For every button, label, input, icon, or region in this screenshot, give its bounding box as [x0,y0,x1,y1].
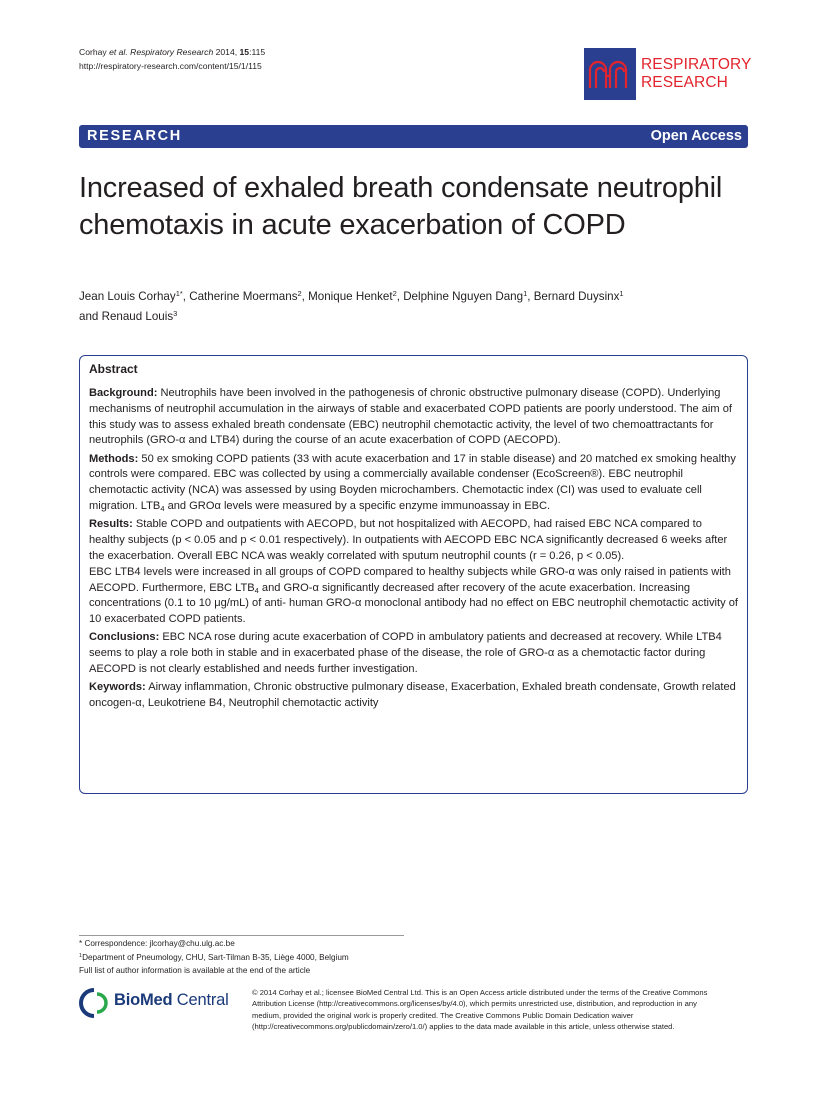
article-type-bar [79,125,748,148]
author-name: Catherine Moermans [189,290,298,303]
author-name: Jean Louis Corhay [79,290,176,303]
abstract-methods: Methods: 50 ex smoking COPD patients (33 with acute exacerbation and 17 in stable disease) and 20 matched ex smoking healthy controls were compared. EBC was collected by using a commercially available condenser (EcoScreen®). EBC neutrophil chemotactic activity (NCA) was assessed by using Boyden microchambers. Chemotactic index (CI) was used to evaluate cell migration. $LTB_4$ and GROα levels were measured by a specific enzyme immunoassay in EBC. [89,452,736,514]
abstract-body [89,386,740,714]
correspondence: * Correspondence: jlcorhay@chu.ulg.ac.be [79,939,235,948]
citation-volume: 15 [239,47,250,57]
author-list [79,287,759,326]
author-name: Monique Henket [308,290,393,303]
abstract-results: Results: Stable COPD and outpatients with AECOPD, but not hospitalized with AECOPD, had raised EBC NCA compared to healthy subjects (p < 0.05 and p < 0.01 respectively). In outpatients with AECOPD EBC NCA significantly decreased 6 weeks after the exacerbation. Overall EBC NCA was weakly correlated with sputum neutrophil counts (r = 0.26, p < 0.05). [89,518,728,562]
author-info-note: Full list of author information is available at the end of the article [79,966,311,975]
abstract-keywords: Keywords: Airway inflammation, Chronic obstructive pulmonary disease, Exacerbation, Exhaled breath condensate, Growth related oncogen-α, Leukotriene B4, Neutrophil chemotactic activity [89,681,736,710]
affiliation: $^1$Department of Pneumology, CHU, Sart-Tilman B-35, Liège 4000, Belgium [79,952,349,962]
citation-header [79,46,265,73]
article-title: Increased of exhaled breath condensate neutrophil chemotaxis in acute exacerbation of COPD [79,172,723,241]
footnote-divider [79,935,404,936]
publisher-name: BioMed Central [114,991,229,1009]
author-line-1: Jean Louis Corhay$^{1*}$, Catherine Moermans$^2$, Monique Henket$^2$, Delphine Nguyen Dang$^1$, Bernard Duysinx$^1$ [79,289,624,303]
footnotes [79,937,349,978]
journal-logo-text: RESPIRATORY RESEARCH [641,56,752,91]
citation-journal: et al. Respiratory Research [109,47,214,57]
citation-line: Corhay et al. Respiratory Research 2014, 15:115 [79,47,266,57]
abstract-conclusions: Conclusions: EBC NCA rose during acute exacerbation of COPD in ambulatory patients and decreased at recovery. While LTB4 seems to play a role both in stable and in exacerbated phase of the disease, the role of GRO-α as a chemotactic factor during AECOPD is not clearly established and needs further investigation. [89,631,722,676]
biomed-central-logo-icon [79,988,111,1023]
article-type-label: RESEARCH [87,128,182,144]
author-name: Bernard Duysinx [533,290,620,303]
author-name: Delphine Nguyen Dang [403,290,524,303]
abstract-results-continued: EBC LTB4 levels were increased in all groups of COPD compared to healthy subjects while GRO-α was only raised in patients with AECOPD. Furthermore, EBC $LTB_4$ and GRO-α significantly decreased after recovery of the acute exacerbation. Increasing concentrations (0.1 to 10 μg/mL) of anti- human GRO-α monoclonal antibody had no effect on EBC neutrophil chemotactic activity of 10 exacerbated COPD patients. [89,565,738,626]
abstract-box [79,355,748,794]
article-url[interactable]: http://respiratory-research.com/content/15/1/115 [79,60,262,71]
license-text: © 2014 Corhay et al.; licensee BioMed Central Ltd. This is an Open Access article distributed under the terms of the Creative Commons Attribution License (http://creativecommons.org/licenses/by/4.0), which permits unrestricted use, distribution, and reproduction in any medium, provided the original work is properly credited. The Creative Commons Public Domain Dedication waiver (http://creativecommons.org/publicdomain/zero/1.0/) applies to the data made available in this article, unless otherwise stated. [252,988,708,1032]
abstract-heading: Abstract [89,362,138,376]
author-line-2: and Renaud Louis$^3$ [79,308,178,323]
abstract-background: Background: Neutrophils have been involved in the pathogenesis of chronic obstructive pulmonary disease (COPD). Underlying mechanisms of neutrophil accumulation in the airways of stable and exacerbated COPD patients are poorly understood. The aim of this study was to assess exhaled breath condensate (EBC) neutrophil chemotactic activity, the level of two chemoattractants for neutrophils (GRO-α and LTB4) during the course of an acute exacerbation of COPD (AECOPD). [89,387,732,447]
journal-logo-icon [584,48,636,100]
open-access-label: Open Access [650,128,742,144]
author-name: Renaud Louis [101,309,174,323]
